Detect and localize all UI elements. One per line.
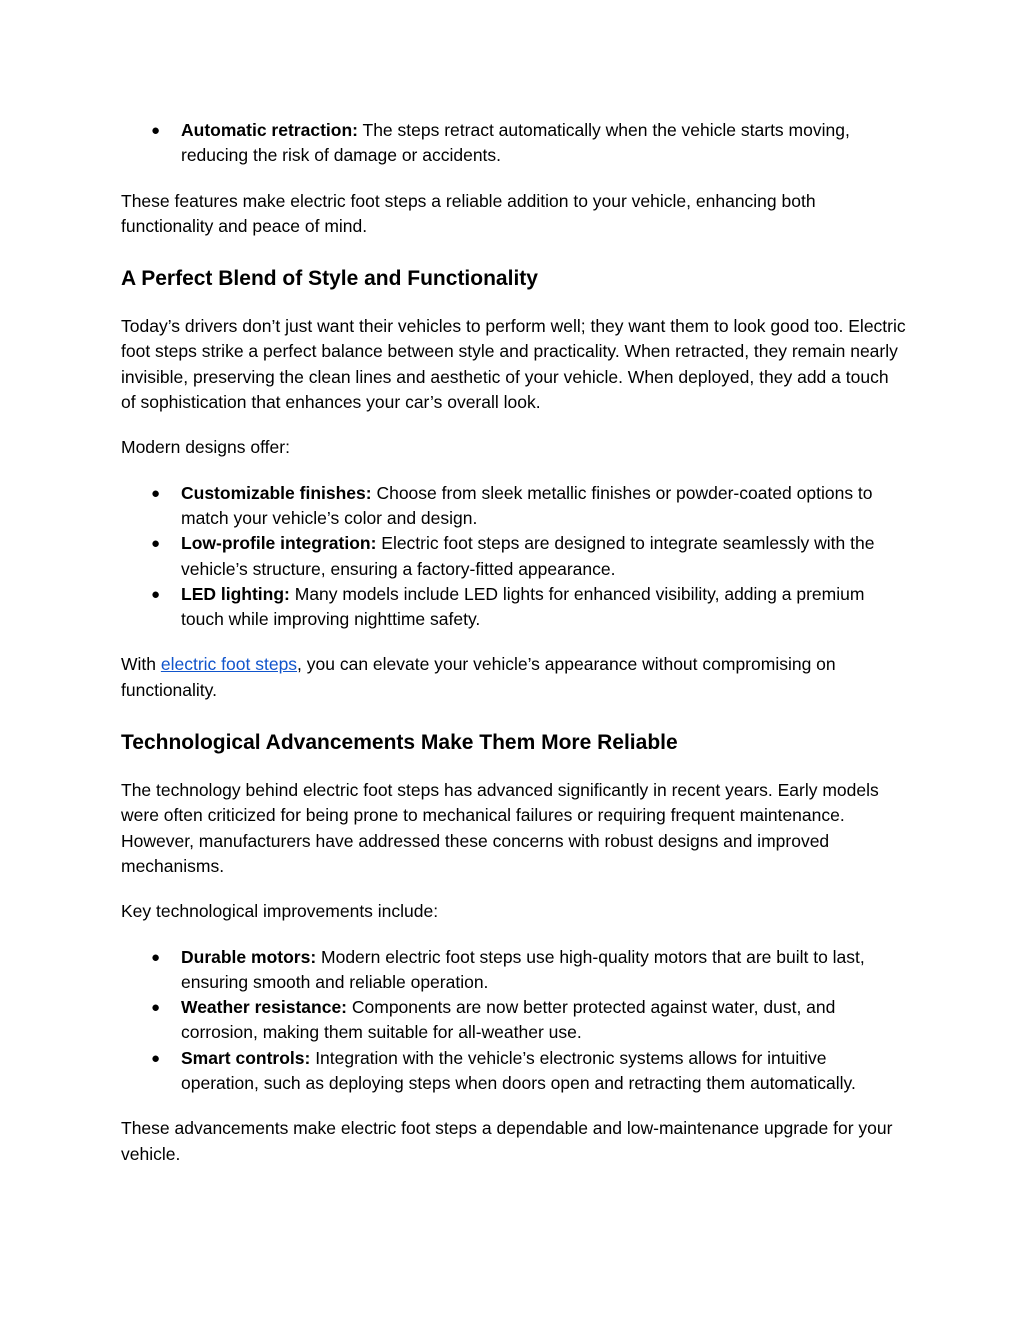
section-heading-technology: Technological Advancements Make Them More Reliable [121,731,678,755]
list-item-term: Smart controls: [181,1047,311,1068]
list-item-customizable-finishes [121,481,906,532]
list-item-low-profile-integration [121,531,906,582]
bullet-icon: ● [151,122,161,139]
list-item-automatic-retraction [121,118,906,169]
bullet-icon: ● [151,1049,161,1067]
list-item-term: Low-profile integration: [181,533,377,554]
retraction-feature-list [121,118,906,169]
list-item-text: Electric foot steps are designed to integrate seamlessly with the vehicle’s structure, ensuring a factory-fitted appearance. [181,533,875,579]
list-item-text: Modern electric foot steps use high-quality motors that are built to last, ensuring smooth and reliable operation. [181,946,865,992]
list-item-term: Customizable finishes: [181,482,372,503]
list-item-smart-controls [121,1046,906,1097]
design-feature-list [121,481,906,633]
paragraph-with-link [121,652,906,703]
list-item-text: Components are now better protected against water, dust, and corrosion, making them suitable for all-weather use. [181,997,836,1043]
list-item-led-lighting [121,582,906,633]
list-item-text: Integration with the vehicle’s electronic systems allows for intuitive operation, such as deploying steps when doors open and retracting them automatically. [181,1047,856,1094]
paragraph-modern-designs: Modern designs offer: [121,437,290,458]
list-item-term: Durable motors: [181,946,317,967]
bullet-icon: ● [151,484,161,502]
list-item-text: Choose from sleek metallic finishes or powder-coated options to match your vehicle’s color and design. [181,482,873,528]
section-heading-style: A Perfect Blend of Style and Functionality [121,267,538,291]
paragraph-drivers: Today’s drivers don’t just want their vehicles to perform well; they want them to look good too. Electric foot steps strike a perfect balance between style and practicality. When retracted, they remain nearly invisible, preserving the clean lines and aesthetic of your vehicle. When deployed, they add a touch of sophistication that enhances your car’s overall look. [121,316,906,413]
list-item-text: Many models include LED lights for enhanced visibility, adding a premium touch while improving nighttime safety. [181,583,865,630]
list-item-term: Automatic retraction: [181,120,358,140]
bullet-icon: ● [151,948,161,966]
paragraph-features-summary: These features make electric foot steps a reliable addition to your vehicle, enhancing both functionality and peace of mind. [121,190,816,236]
list-item-weather-resistance [121,995,906,1046]
paragraph-prefix: With [121,654,161,675]
paragraph-conclusion: These advancements make electric foot steps a dependable and low-maintenance upgrade for your vehicle. [121,1118,893,1164]
bullet-icon: ● [151,585,161,603]
paragraph-technology: The technology behind electric foot steps has advanced significantly in recent years. Early models were often criticized for being prone to mechanical failures or requiring frequent maintenance. However, manufacturers have addressed these concerns with robust designs and improved mechanisms. [121,780,879,876]
list-item-text: The steps retract automatically when the vehicle starts moving, reducing the risk of damage or accidents. [181,120,850,166]
paragraph-suffix: , you can elevate your vehicle’s appearance without compromising on functionality. [121,654,836,700]
bullet-icon: ● [151,535,161,553]
list-item-term: Weather resistance: [181,997,348,1018]
list-item-term: LED lighting: [181,583,290,604]
electric-foot-steps-link[interactable]: electric foot steps [160,654,298,675]
improvement-list [121,945,906,1097]
list-item-durable-motors [121,945,906,996]
bullet-icon: ● [151,999,161,1017]
paragraph-key-improvements: Key technological improvements include: [121,901,439,922]
